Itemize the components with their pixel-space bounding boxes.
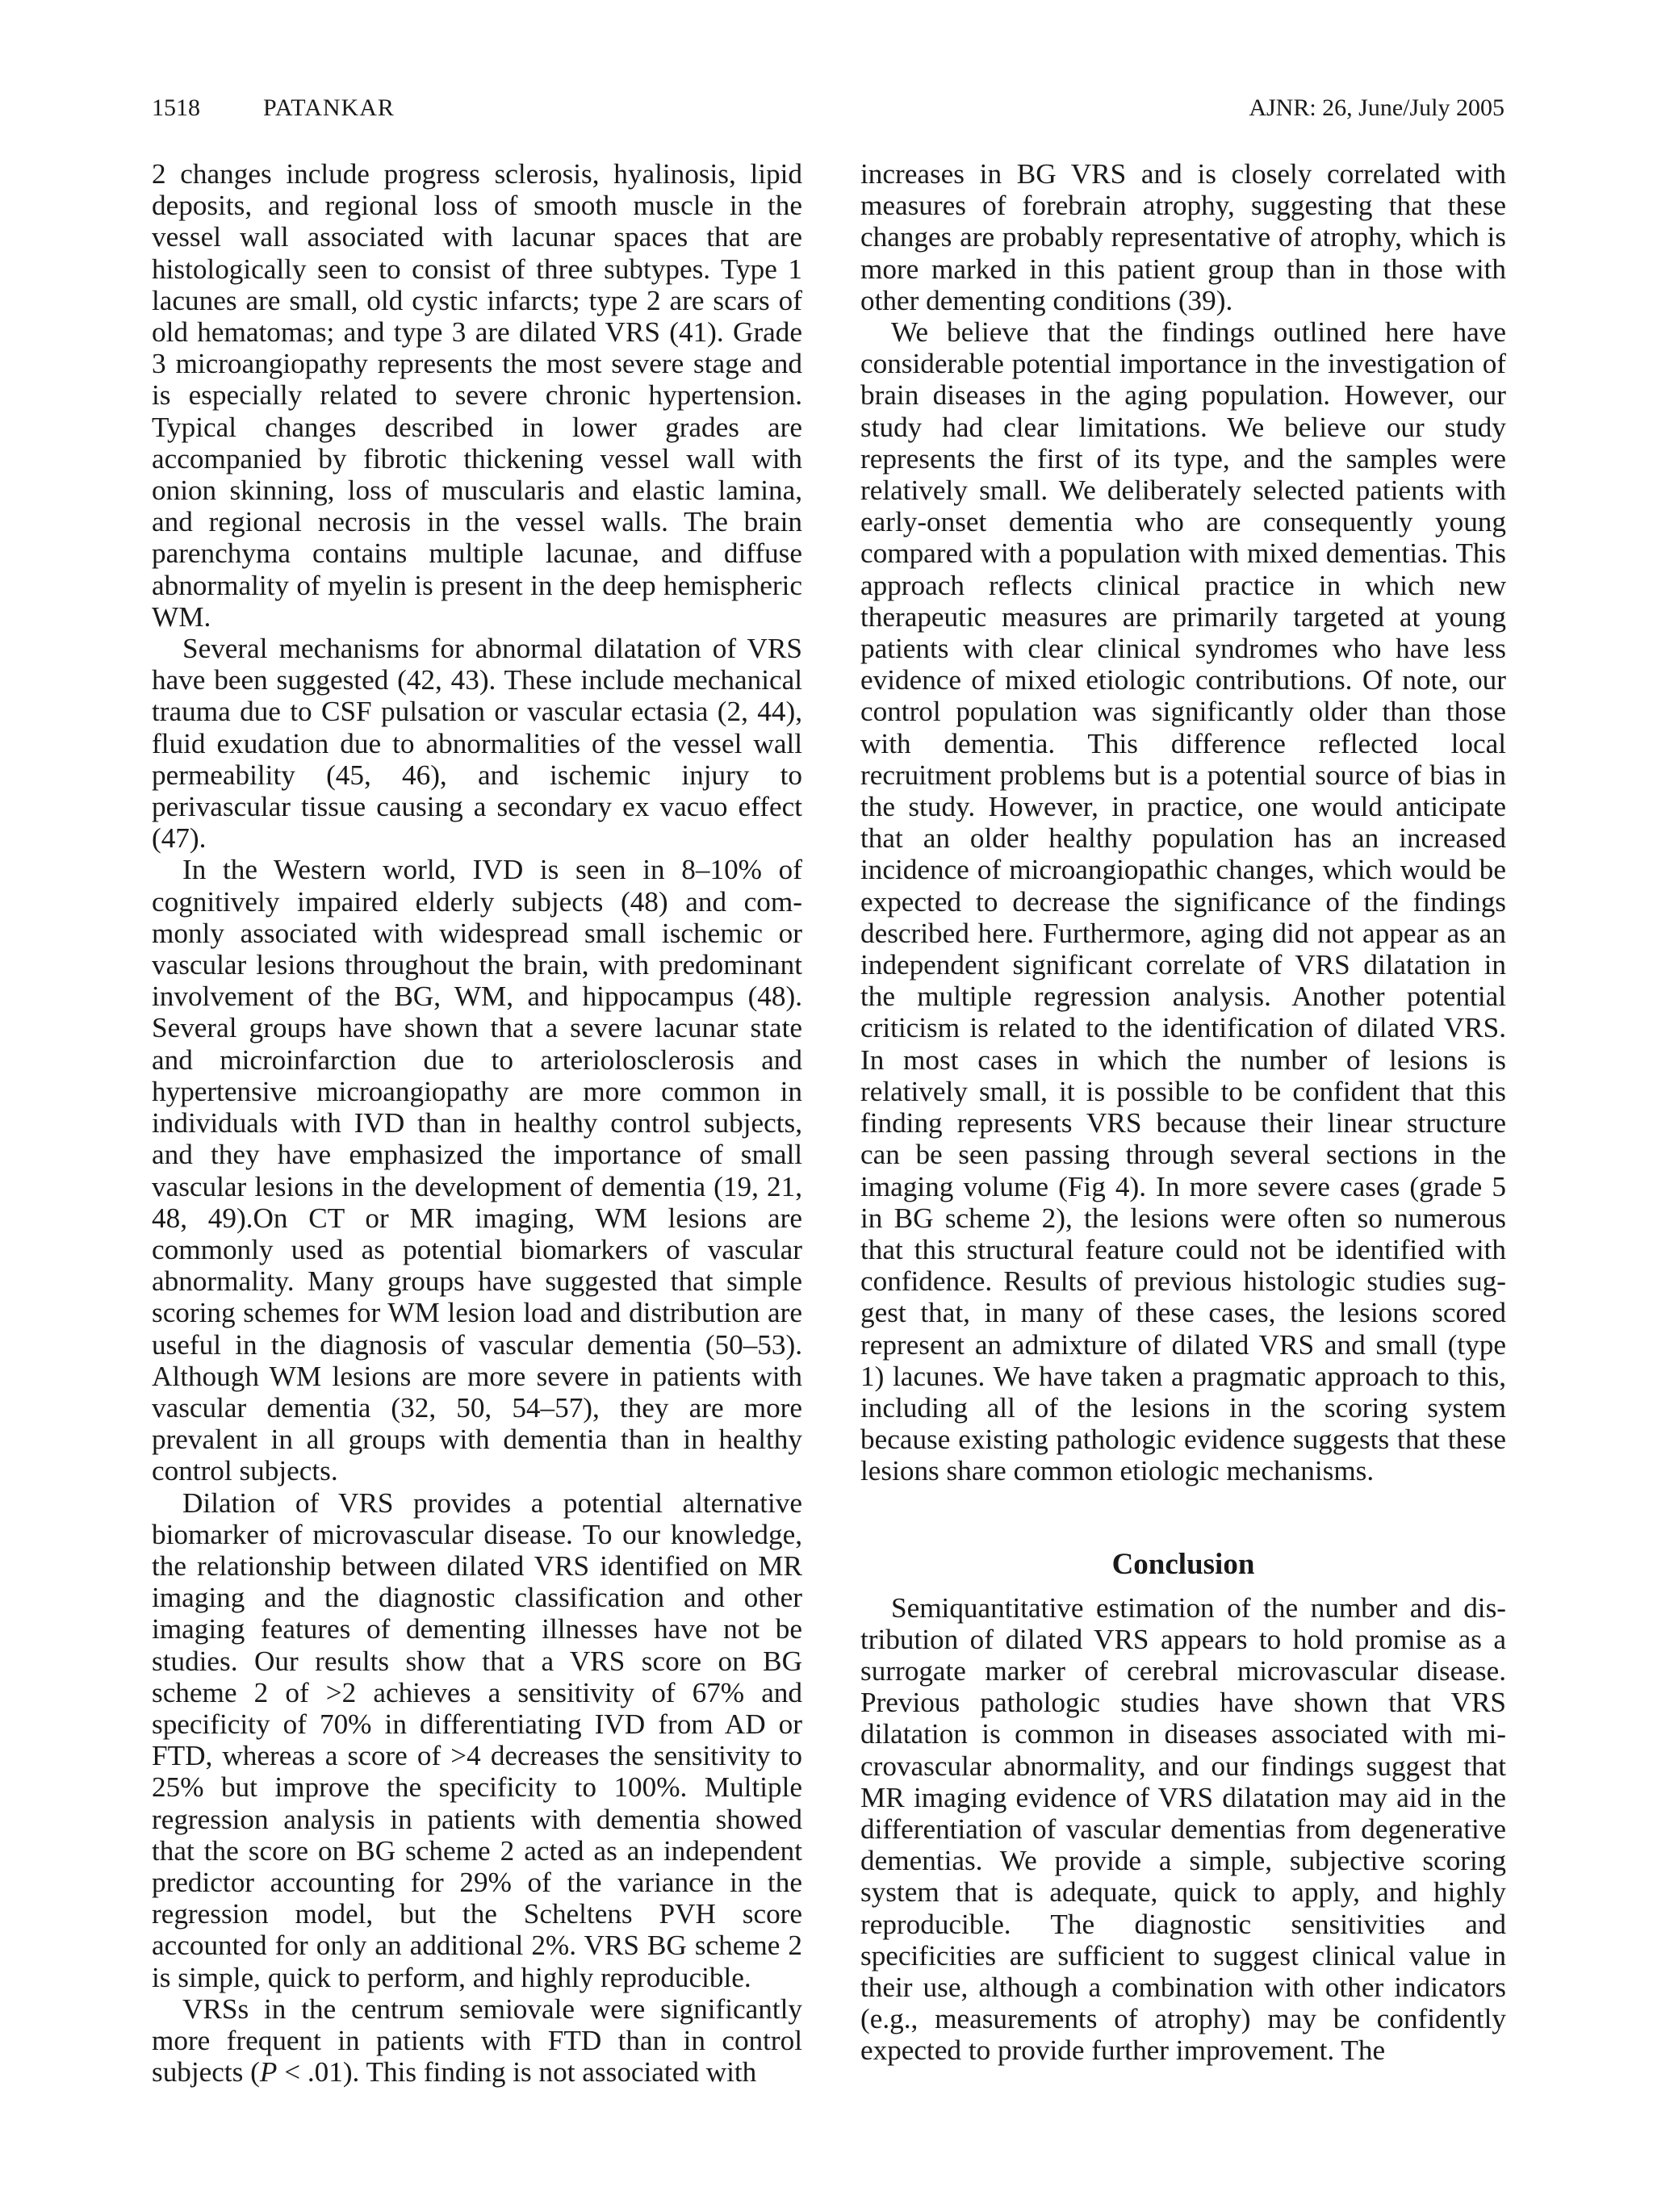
text-run: VRSs in the centrum semiovale were significantly more frequent in patients with FTD than in control subjects ( [152, 1992, 802, 2089]
paragraph: increases in BG VRS and is closely correlated with measures of forebrain atrophy, suggesting that these changes are probably representative of atrophy, which is more marked in this patient group than in those with other dementing conditions (39). [860, 158, 1506, 316]
paragraph: Semiquantitative estimation of the number and distribution of dilated VRS appears to hold promise as a surrogate marker of cerebral microvascular disease. Previous pathologic studies have shown that VRS dilatation is common in diseases associated with microvascular abnormality, and our findings suggest that MR imaging evidence of VRS dilatation may aid in the differentiation of vascular dementias from degenerative dementias. We provide a simple, subjective scoring system that is adequate, quick to apply, and highly reproducible. The diagnostic sensitivities and specificities are sufficient to suggest clinical value in their use, although a combination with other indicators (e.g., measurements of atrophy) may be confidently expected to provide further improvement. The [860, 1591, 1506, 2067]
page-number: 1518 [152, 94, 200, 121]
paragraph: Several mechanisms for abnormal dilatation of VRS have been suggested (42, 43). These include mechanical trauma due to CSF pulsation or vascular ectasia (2, 44), fluid exudation due to abnormalities of the vessel wall permeability (45, 46), and ischemic injury to perivascular tissue causing a secondary ex vacuo effect (47). [152, 633, 802, 855]
text-run: < .01). This finding is not associated with [277, 2056, 757, 2089]
running-head-author: PATANKAR [263, 94, 395, 121]
paragraph: In the Western world, IVD is seen in 8–10% of cognitively impaired elderly subjects (48) and commonly associated with widespread small ischemic or vascular lesions throughout the brain, with predominant involvement of the BG, WM, and hippocampus (48). Several groups have shown that a severe lacunar state and microinfarction due to arteriolosclerosis and hypertensive microangiopathy are more common in individuals with IVD than in healthy control subjects, and they have emphasized the importance of small vascular lesions in the development of dementia (19, 21, 48, 49).On CT or MR imaging, WM lesions are commonly used as potential biomarkers of vascular abnormality. Many groups have suggested that simple scoring schemes for WM lesion load and distribution are useful in the diagnosis of vascular dementia (50–53). Although WM lesions are more severe in patients with vascular dementia (32, 50, 54–57), they are more prevalent in all groups with dementia than in healthy control subjects. [152, 854, 802, 1487]
paragraph: We believe that the findings outlined here have considerable potential importance in the investigation of brain diseases in the aging population. However, our study had clear limitations. We believe our study represents the first of its type, and the samples were relatively small. We deliberately selected patients with early-onset dementia who are consequently young compared with a population with mixed dementias. This approach reflects clinical practice in which new therapeutic measures are primarily targeted at young patients with clear clinical syndromes who have less evidence of mixed etiologic contributions. Of note, our control population was significantly older than those with dementia. This difference reflected local recruitment problems but is a potential source of bias in the study. However, in practice, one would anticipate that an older healthy population has an increased incidence of microangiopathic changes, which would be expected to decrease the significance of the findings described here. Furthermore, aging did not appear as an independent significant correlate of VRS dilatation in the multiple regression analysis. Another potential criticism is related to the identification of dilated VRS. In most cases in which the number of lesions is relatively small, it is possible to be confident that this finding represents VRS because their linear structure can be seen passing through several sections in the imaging volume (Fig 4). In more severe cases (grade 5 in BG scheme 2), the lesions were often so numerous that this structural feature could not be identified with confidence. Results of previous histologic studies suggest that, in many of these cases, the lesions scored represent an admixture of dilated VRS and small (type 1) lacunes. We have taken a pragmatic approach to this, including all of the lesions in the scoring system because existing pathologic evidence suggests that these lesions share common etiologic mechanisms. [860, 316, 1506, 1487]
left-column [152, 158, 802, 2088]
paragraph [152, 1993, 802, 2089]
paragraph: Dilation of VRS provides a potential alternative biomarker of microvascular disease. To our knowledge, the relationship between dilated VRS identified on MR imaging and the diagnostic classification and other imaging features of dementing illnesses have not be studies. Our results show that a VRS score on BG scheme 2 of >2 achieves a sensitivity of 67% and specificity of 70% in differentiating IVD from AD or FTD, whereas a score of >4 decreases the sensitivity to 25% but improve the specificity to 100%. Multiple regression analysis in patients with dementia showed that the score on BG scheme 2 acted as an independent predictor accounting for 29% of the variance in the regression model, but the Scheltens PVH score accounted for only an additional 2%. VRS BG scheme 2 is simple, quick to perform, and highly reproducible. [152, 1487, 802, 1993]
italic-p-value: P [259, 2056, 278, 2089]
paragraph: 2 changes include progress sclerosis, hyalinosis, lipid deposits, and regional loss of smooth muscle in the vessel wall associated with lacunar spaces that are histologically seen to consist of three subtypes. Type 1 lacunes are small, old cystic infarcts; type 2 are scars of old hematomas; and type 3 are dilated VRS (41). Grade 3 microangiopathy represents the most severe stage and is especially related to severe chronic hypertension. Typical changes described in lower grades are accompanied by fibrotic thickening vessel wall with onion skinning, loss of muscularis and elastic lamina, and regional necrosis in the vessel walls. The brain parenchyma contains multiple lacunae, and diffuse abnormality of myelin is present in the deep hemispheric WM. [152, 158, 802, 633]
right-column [860, 158, 1506, 2067]
running-head [152, 92, 1504, 124]
running-head-journal: AJNR: 26, June/July 2005 [1249, 94, 1504, 121]
section-heading-conclusion: Conclusion [1111, 1547, 1255, 1581]
